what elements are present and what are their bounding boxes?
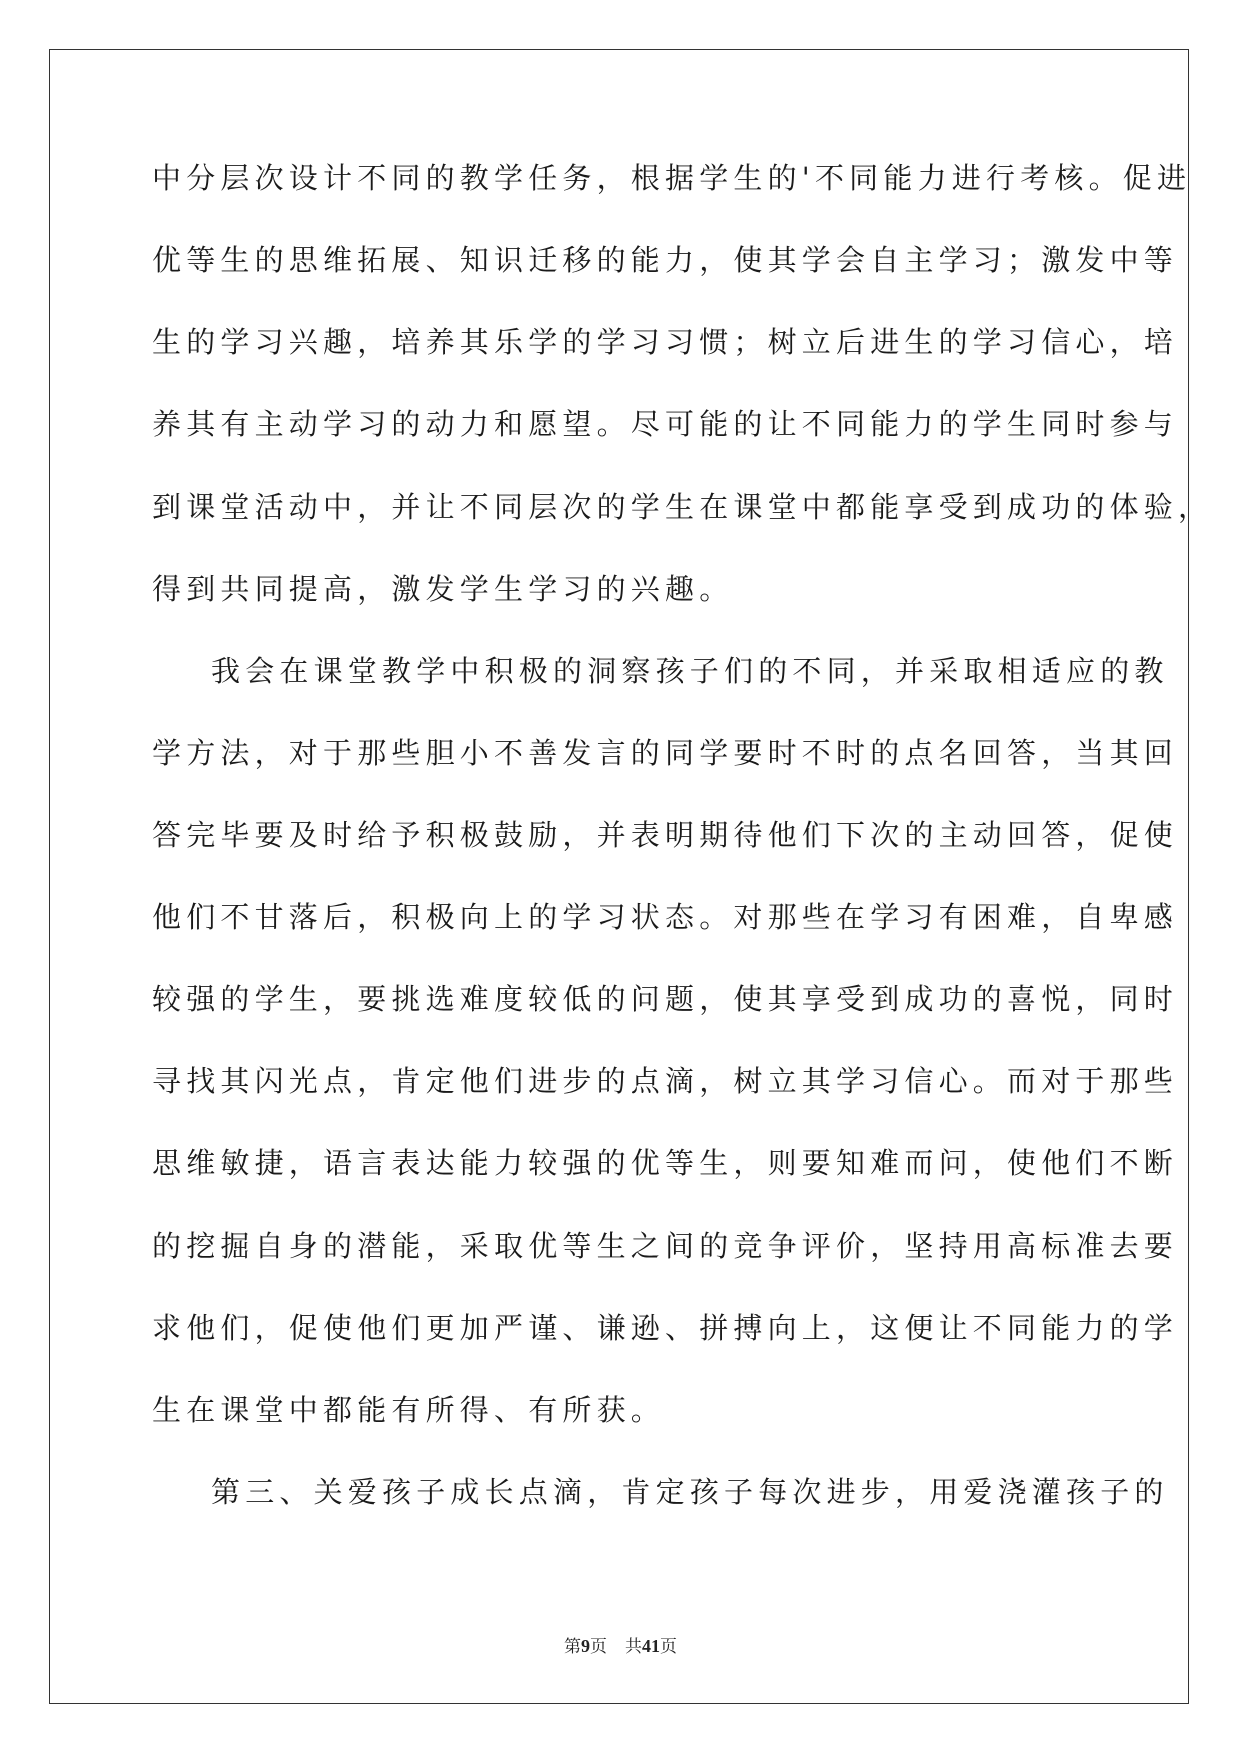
page-number: 9	[581, 1636, 590, 1656]
text-line: 生的学习兴趣，培养其乐学的学习习惯；树立后进生的学习信心，培	[152, 325, 1179, 359]
text-line: 思维敏捷，语言表达能力较强的优等生，则要知难而问，使他们不断	[152, 1146, 1179, 1180]
total-suffix: 页	[660, 1637, 677, 1657]
text-line: 求他们，促使他们更加严谨、谦逊、拼搏向上，这便让不同能力的学	[152, 1311, 1179, 1345]
page-suffix: 页	[590, 1637, 607, 1657]
paragraph-start-line: 第三、关爱孩子成长点滴，肯定孩子每次进步，用爱浇灌孩子的	[211, 1475, 1169, 1509]
paragraph-start-line: 我会在课堂教学中积极的洞察孩子们的不同，并采取相适应的教	[211, 654, 1169, 688]
text-line: 的挖掘自身的潜能，采取优等生之间的竞争评价，坚持用高标准去要	[152, 1229, 1179, 1263]
text-line: 生在课堂中都能有所得、有所获。	[152, 1393, 666, 1427]
total-prefix: 共	[625, 1637, 642, 1657]
text-line: 寻找其闪光点，肯定他们进步的点滴，树立其学习信心。而对于那些	[152, 1064, 1179, 1098]
total-pages: 41	[642, 1636, 660, 1656]
page-prefix: 第	[564, 1637, 581, 1657]
text-line: 得到共同提高，激发学生学习的兴趣。	[152, 572, 734, 606]
page-footer	[0, 1632, 1241, 1657]
text-line: 他们不甘落后，积极向上的学习状态。对那些在学习有困难，自卑感	[152, 900, 1179, 934]
page-border	[49, 49, 1192, 1704]
text-line: 答完毕要及时给予积极鼓励，并表明期待他们下次的主动回答，促使	[152, 818, 1179, 852]
text-line: 学方法，对于那些胆小不善发言的同学要时不时的点名回答，当其回	[152, 736, 1179, 770]
text-line: 优等生的思维拓展、知识迁移的能力，使其学会自主学习；激发中等	[152, 243, 1179, 277]
text-line: 较强的学生，要挑选难度较低的问题，使其享受到成功的喜悦，同时	[152, 982, 1179, 1016]
text-line: 养其有主动学习的动力和愿望。尽可能的让不同能力的学生同时参与	[152, 407, 1179, 441]
text-line: 中分层次设计不同的教学任务，根据学生的'不同能力进行考核。促进	[152, 161, 1192, 195]
text-line: 到课堂活动中，并让不同层次的学生在课堂中都能享受到成功的体验，	[152, 490, 1213, 524]
